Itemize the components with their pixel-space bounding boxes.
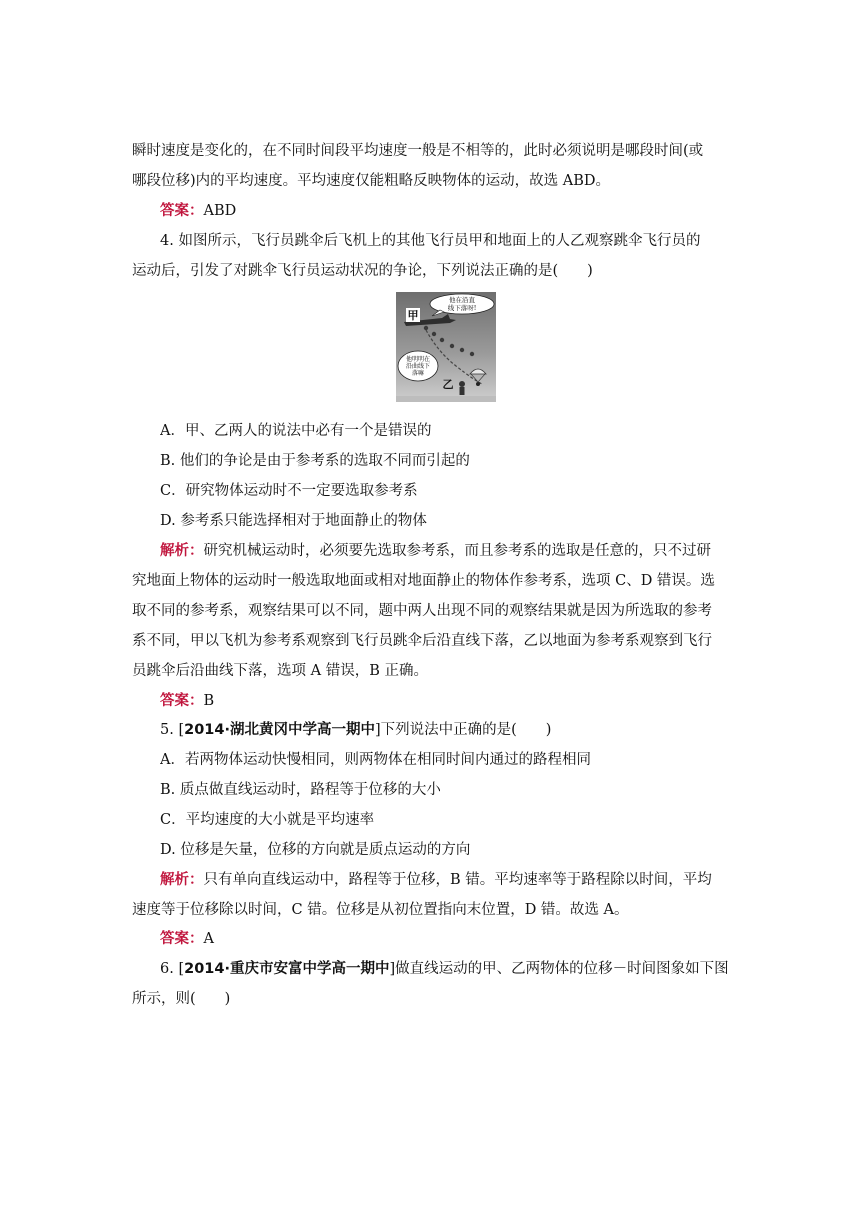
- prev-explanation-line-2: 哪段位移)内的平均速度。平均速度仅能粗略反映物体的运动，故选 ABD。: [132, 173, 611, 189]
- bubble-bottom-text-3: 落嘛: [411, 370, 425, 377]
- q4-option-b: B. 他们的争论是由于参考系的选取不同而引起的: [160, 453, 470, 469]
- q4-stem-line-1: 4. 如图所示，飞行员跳伞后飞机上的其他飞行员甲和地面上的人乙观察跳伞飞行员的: [160, 233, 701, 249]
- q6-stem-line-1: [160, 959, 732, 979]
- q4-answer-value: B: [203, 693, 215, 709]
- q4-analysis-line-2: 究地面上物体的运动时一般选取地面或相对地面静止的物体作参考系，选项 C、D 错误。选: [132, 573, 715, 589]
- q4-analysis-line-1: [160, 541, 732, 561]
- q6-stem-text: ]做直线运动的甲、乙两物体的位移－时间图象如下图: [389, 961, 729, 977]
- q4-answer: [160, 691, 732, 711]
- q5-analysis-line-2: 速度等于位移除以时间，C 错。位移是从初位置指向末位置，D 错。故选 A。: [132, 902, 629, 918]
- label-yi: 乙: [442, 378, 454, 391]
- bubble-bottom-text-1: 他明明在: [405, 356, 431, 363]
- analysis-label: 解析：: [160, 872, 204, 888]
- q4-option-c: C．研究物体运动时不一定要选取参考系: [160, 483, 418, 499]
- parachute-scene-illustration: [396, 292, 496, 402]
- label-jia: 甲: [407, 309, 419, 322]
- q5-stem-text: ]下列说法中正确的是( ): [374, 722, 552, 738]
- q5-answer: [160, 929, 732, 949]
- q4-stem-line-2: 运动后，引发了对跳伞飞行员运动状况的争论，下列说法正确的是( ): [132, 263, 593, 279]
- q5-source: 2014·湖北黄冈中学高一期中: [184, 722, 375, 738]
- q4-analysis-line-3: 取不同的参考系，观察结果可以不同，题中两人出现不同的观察结果就是因为所选取的参考: [132, 603, 712, 619]
- q4-analysis-line-4: 系不同，甲以飞机为参考系观察到飞行员跳伞后沿直线下落，乙以地面为参考系观察到飞行: [132, 633, 712, 649]
- answer-label: 答案：: [160, 931, 204, 947]
- prev-answer: [160, 201, 732, 221]
- q4-option-a: A．甲、乙两人的说法中必有一个是错误的: [160, 423, 432, 439]
- q5-analysis-line-1: [160, 870, 732, 890]
- bubble-top-text-1: 他在沿直: [449, 296, 475, 304]
- q5-answer-value: A: [203, 931, 214, 947]
- q5-option-b: B. 质点做直线运动时，路程等于位移的大小: [160, 782, 441, 798]
- prev-answer-value: ABD: [203, 203, 237, 219]
- q5-option-a: A．若两物体运动快慢相同，则两物体在相同时间内通过的路程相同: [160, 752, 591, 768]
- bubble-bottom-text-2: 沿曲线下: [405, 363, 431, 370]
- q4-analysis-text-1: 研究机械运动时，必须要先选取参考系，而且参考系的选取是任意的，只不过研: [203, 543, 711, 559]
- q5-number: 5. [: [160, 722, 185, 738]
- prev-explanation-line-1: 瞬时速度是变化的，在不同时间段平均速度一般是不相等的，此时必须说明是哪段时间(或: [132, 143, 704, 159]
- q4-analysis-line-5: 员跳伞后沿曲线下落，选项 A 错误，B 正确。: [132, 663, 428, 679]
- q4-option-d: D. 参考系只能选择相对于地面静止的物体: [160, 513, 427, 529]
- q5-option-d: D. 位移是矢量，位移的方向就是质点运动的方向: [160, 842, 471, 858]
- q4-illustration: [396, 292, 496, 402]
- analysis-label: 解析：: [160, 543, 204, 559]
- q6-number: 6. [: [160, 961, 185, 977]
- q5-analysis-text-1: 只有单向直线运动中，路程等于位移，B 错。平均速率等于路程除以时间，平均: [203, 872, 712, 888]
- answer-label: 答案：: [160, 203, 204, 219]
- bubble-top-text-2: 线下落呀!: [447, 304, 477, 312]
- q6-source: 2014·重庆市安富中学高一期中: [184, 961, 390, 977]
- answer-label: 答案：: [160, 693, 204, 709]
- q5-stem: [160, 720, 732, 740]
- q5-option-c: C．平均速度的大小就是平均速率: [160, 812, 375, 828]
- q6-stem-line-2: 所示，则( ): [132, 991, 231, 1007]
